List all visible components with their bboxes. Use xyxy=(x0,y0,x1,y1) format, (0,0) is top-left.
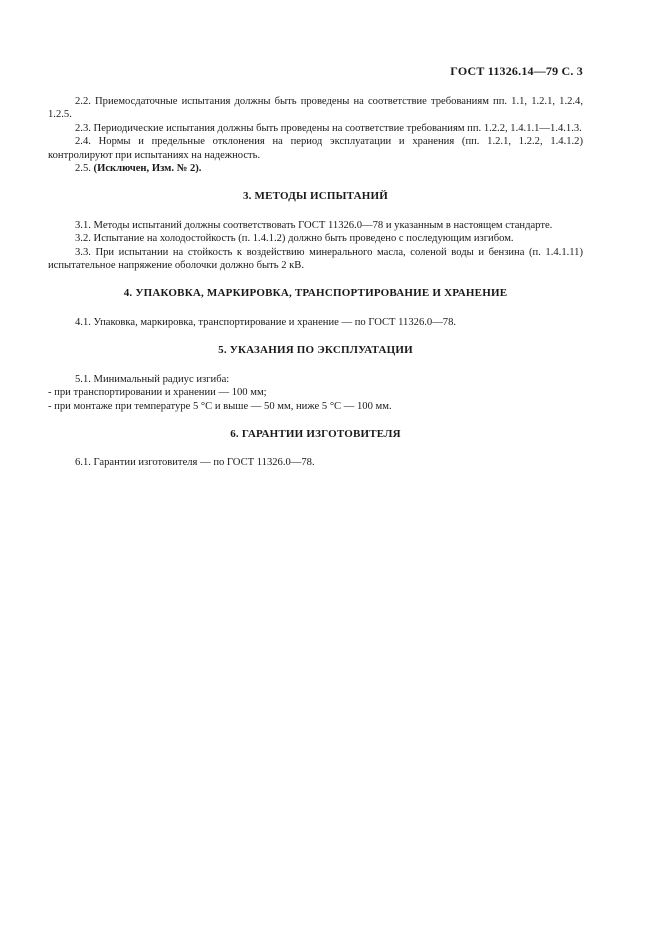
clause-4-1: 4.1. Упаковка, маркировка, транспортирование и хранение — по ГОСТ 11326.0—78. xyxy=(75,316,457,328)
clause-2-5-text: (Исключен, Изм. № 2). xyxy=(93,163,202,175)
clause-3-2: 3.2. Испытание на холодостойкость (п. 1.4.1.2) должно быть проведено с последующим изгибом. xyxy=(75,233,514,245)
clause-5-1: 5.1. Минимальный радиус изгиба: xyxy=(75,373,230,385)
clause-2-5 xyxy=(48,162,583,175)
section-6 xyxy=(48,456,583,469)
clause-2-5-number: 2.5. xyxy=(75,163,91,175)
page-header: ГОСТ 11326.14—79 С. 3 xyxy=(450,64,583,78)
section-5-heading: 5. УКАЗАНИЯ ПО ЭКСПЛУАТАЦИИ xyxy=(218,344,413,357)
clause-2-4: 2.4. Нормы и предельные отклонения на период эксплуатации и хранения (пп. 1.2.1, 1.2.2, 1.4.1.2) контролируют при испытаниях на надежность. xyxy=(48,136,583,161)
section-3-heading: 3. МЕТОДЫ ИСПЫТАНИЙ xyxy=(242,190,389,203)
section-4 xyxy=(48,316,583,329)
document-body xyxy=(48,95,583,470)
section-5 xyxy=(48,373,583,413)
clause-2-3: 2.3. Периодические испытания должны быть проведены на соответствие требованиям пп. 1.2.2, 1.4.1.1—1.4.1.3. xyxy=(75,122,582,134)
clause-3-3: 3.3. При испытании на стойкость к воздействию минерального масла, соленой воды и бензина (п. 1.4.1.11) испытательное напряжение оболочки должно быть 2 кВ. xyxy=(48,246,583,272)
list-item-installation: - при монтаже при температуре 5 °С и выше — 50 мм, ниже 5 °С — 100 мм. xyxy=(48,400,392,412)
section-3 xyxy=(48,219,583,273)
section-6-heading: 6. ГАРАНТИИ ИЗГОТОВИТЕЛЯ xyxy=(230,427,401,440)
list-item-storage: - при транспортировании и хранении — 100 мм; xyxy=(48,387,267,399)
section-2 xyxy=(48,95,583,175)
clause-6-1: 6.1. Гарантии изготовителя — по ГОСТ 11326.0—78. xyxy=(75,457,315,469)
clause-3-1: 3.1. Методы испытаний должны соответствовать ГОСТ 11326.0—78 и указанным в настоящем стандарте. xyxy=(75,219,553,231)
clause-2-2: 2.2. Приемосдаточные испытания должны быть проведены на соответствие требованиям пп. 1.1, 1.2.1, 1.2.4, 1.2.5. xyxy=(48,96,583,121)
section-4-heading: 4. УПАКОВКА, МАРКИРОВКА, ТРАНСПОРТИРОВАНИЕ И ХРАНЕНИЕ xyxy=(123,287,508,300)
